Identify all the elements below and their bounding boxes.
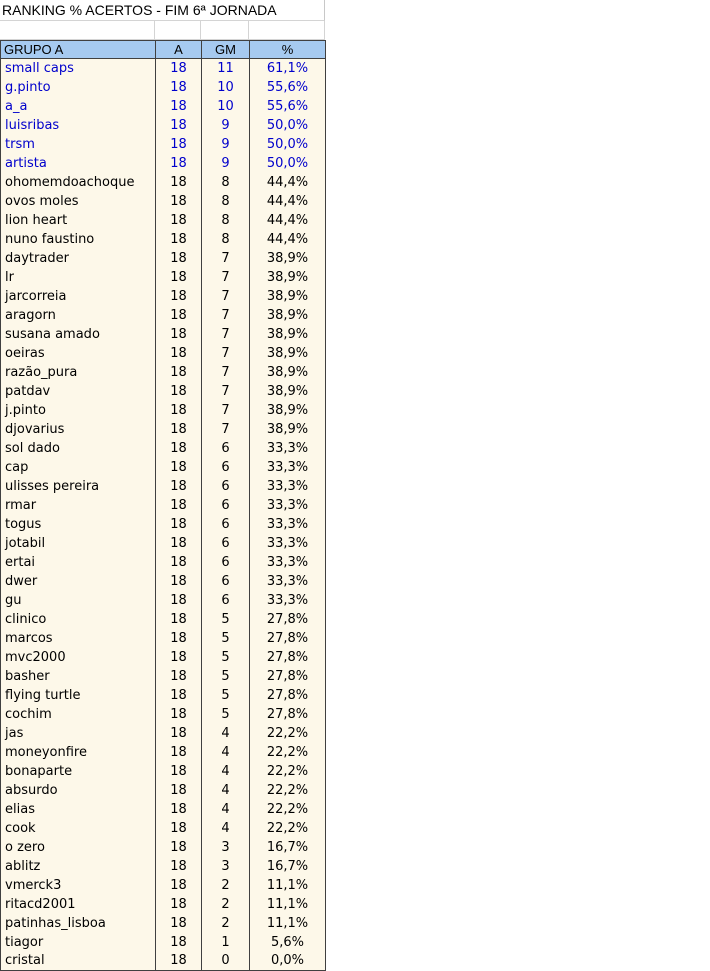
- hits-cell: 7: [202, 363, 250, 382]
- hits-cell: 7: [202, 401, 250, 420]
- percent-cell: 55,6%: [250, 97, 326, 116]
- player-name-cell: jotabil: [1, 534, 156, 553]
- hits-cell: 4: [202, 762, 250, 781]
- hits-cell: 6: [202, 458, 250, 477]
- games-cell: 18: [156, 667, 202, 686]
- player-name-cell: daytrader: [1, 249, 156, 268]
- percent-cell: 33,3%: [250, 591, 326, 610]
- percent-cell: 38,9%: [250, 382, 326, 401]
- percent-cell: 38,9%: [250, 287, 326, 306]
- percent-cell: 61,1%: [250, 59, 326, 78]
- percent-cell: 44,4%: [250, 173, 326, 192]
- hits-cell: 7: [202, 249, 250, 268]
- hits-cell: 6: [202, 572, 250, 591]
- percent-cell: 33,3%: [250, 572, 326, 591]
- hits-cell: 7: [202, 382, 250, 401]
- player-name-cell: lion heart: [1, 211, 156, 230]
- player-name-cell: tiagor: [1, 933, 156, 952]
- table-row: [1, 857, 326, 876]
- games-cell: 18: [156, 515, 202, 534]
- table-row: [1, 610, 326, 629]
- player-name-cell: g.pinto: [1, 78, 156, 97]
- percent-cell: 27,8%: [250, 667, 326, 686]
- player-name-cell: moneyonfire: [1, 743, 156, 762]
- percent-cell: 22,2%: [250, 743, 326, 762]
- percent-cell: 44,4%: [250, 211, 326, 230]
- table-row: [1, 534, 326, 553]
- table-row: [1, 743, 326, 762]
- hits-cell: 10: [202, 78, 250, 97]
- player-name-cell: ohomemdoachoque: [1, 173, 156, 192]
- games-cell: 18: [156, 477, 202, 496]
- player-name-cell: razão_pura: [1, 363, 156, 382]
- player-name-cell: jarcorreia: [1, 287, 156, 306]
- games-cell: 18: [156, 154, 202, 173]
- games-cell: 18: [156, 743, 202, 762]
- hits-cell: 5: [202, 705, 250, 724]
- hits-cell: 4: [202, 743, 250, 762]
- games-cell: 18: [156, 781, 202, 800]
- games-cell: 18: [156, 306, 202, 325]
- games-cell: 18: [156, 876, 202, 895]
- player-name-cell: small caps: [1, 59, 156, 78]
- player-name-cell: o zero: [1, 838, 156, 857]
- games-cell: 18: [156, 325, 202, 344]
- percent-cell: 11,1%: [250, 895, 326, 914]
- table-row: [1, 268, 326, 287]
- games-cell: 18: [156, 857, 202, 876]
- hits-cell: 5: [202, 686, 250, 705]
- games-cell: 18: [156, 344, 202, 363]
- games-cell: 18: [156, 591, 202, 610]
- player-name-cell: susana amado: [1, 325, 156, 344]
- percent-cell: 33,3%: [250, 477, 326, 496]
- table-row: [1, 135, 326, 154]
- table-row: [1, 876, 326, 895]
- games-cell: 18: [156, 116, 202, 135]
- table-row: [1, 420, 326, 439]
- table-row: [1, 439, 326, 458]
- player-name-cell: togus: [1, 515, 156, 534]
- percent-cell: 50,0%: [250, 135, 326, 154]
- hits-cell: 9: [202, 116, 250, 135]
- hits-cell: 4: [202, 781, 250, 800]
- percent-cell: 33,3%: [250, 458, 326, 477]
- table-row: [1, 933, 326, 952]
- hits-cell: 0: [202, 952, 250, 971]
- games-cell: 18: [156, 268, 202, 287]
- games-cell: 18: [156, 59, 202, 78]
- percent-cell: 38,9%: [250, 325, 326, 344]
- percent-cell: 27,8%: [250, 610, 326, 629]
- games-cell: 18: [156, 838, 202, 857]
- percent-cell: 5,6%: [250, 933, 326, 952]
- games-cell: 18: [156, 230, 202, 249]
- player-name-cell: vmerck3: [1, 876, 156, 895]
- player-name-cell: j.pinto: [1, 401, 156, 420]
- table-row: [1, 724, 326, 743]
- player-name-cell: cristal: [1, 952, 156, 971]
- games-cell: 18: [156, 914, 202, 933]
- percent-cell: 33,3%: [250, 439, 326, 458]
- percent-cell: 27,8%: [250, 629, 326, 648]
- games-cell: 18: [156, 382, 202, 401]
- player-name-cell: rmar: [1, 496, 156, 515]
- percent-cell: 27,8%: [250, 648, 326, 667]
- games-cell: 18: [156, 249, 202, 268]
- hits-cell: 5: [202, 629, 250, 648]
- table-row: [1, 344, 326, 363]
- games-cell: 18: [156, 534, 202, 553]
- games-cell: 18: [156, 135, 202, 154]
- blank-cell: [0, 21, 155, 39]
- games-cell: 18: [156, 496, 202, 515]
- percent-cell: 27,8%: [250, 705, 326, 724]
- games-cell: 18: [156, 572, 202, 591]
- percent-cell: 11,1%: [250, 914, 326, 933]
- player-name-cell: sol dado: [1, 439, 156, 458]
- player-name-cell: patinhas_lisboa: [1, 914, 156, 933]
- hits-cell: 6: [202, 477, 250, 496]
- header-row: [1, 41, 326, 59]
- table-row: [1, 249, 326, 268]
- table-row: [1, 306, 326, 325]
- player-name-cell: trsm: [1, 135, 156, 154]
- hits-cell: 6: [202, 591, 250, 610]
- hits-cell: 8: [202, 192, 250, 211]
- header-pct: %: [250, 41, 326, 59]
- table-row: [1, 401, 326, 420]
- table-row: [1, 287, 326, 306]
- percent-cell: 22,2%: [250, 762, 326, 781]
- percent-cell: 27,8%: [250, 686, 326, 705]
- header-a: A: [156, 41, 202, 59]
- hits-cell: 6: [202, 496, 250, 515]
- table-row: [1, 154, 326, 173]
- player-name-cell: djovarius: [1, 420, 156, 439]
- blank-cell: [155, 21, 201, 39]
- hits-cell: 7: [202, 420, 250, 439]
- player-name-cell: cook: [1, 819, 156, 838]
- player-name-cell: nuno faustino: [1, 230, 156, 249]
- hits-cell: 2: [202, 895, 250, 914]
- table-row: [1, 686, 326, 705]
- hits-cell: 8: [202, 211, 250, 230]
- percent-cell: 50,0%: [250, 116, 326, 135]
- percent-cell: 16,7%: [250, 857, 326, 876]
- header-group: GRUPO A: [1, 41, 156, 59]
- games-cell: 18: [156, 933, 202, 952]
- hits-cell: 6: [202, 515, 250, 534]
- hits-cell: 7: [202, 268, 250, 287]
- hits-cell: 7: [202, 306, 250, 325]
- hits-cell: 11: [202, 59, 250, 78]
- percent-cell: 22,2%: [250, 819, 326, 838]
- percent-cell: 33,3%: [250, 534, 326, 553]
- hits-cell: 3: [202, 838, 250, 857]
- table-row: [1, 382, 326, 401]
- player-name-cell: aragorn: [1, 306, 156, 325]
- player-name-cell: ovos moles: [1, 192, 156, 211]
- percent-cell: 33,3%: [250, 515, 326, 534]
- games-cell: 18: [156, 610, 202, 629]
- games-cell: 18: [156, 648, 202, 667]
- sheet-title: RANKING % ACERTOS - FIM 6ª JORNADA: [0, 0, 325, 21]
- ranking-table: [0, 40, 326, 971]
- table-row: [1, 97, 326, 116]
- table-row: [1, 515, 326, 534]
- games-cell: 18: [156, 705, 202, 724]
- player-name-cell: clinico: [1, 610, 156, 629]
- player-name-cell: basher: [1, 667, 156, 686]
- games-cell: 18: [156, 97, 202, 116]
- games-cell: 18: [156, 895, 202, 914]
- hits-cell: 5: [202, 667, 250, 686]
- hits-cell: 10: [202, 97, 250, 116]
- hits-cell: 8: [202, 173, 250, 192]
- table-row: [1, 762, 326, 781]
- hits-cell: 2: [202, 876, 250, 895]
- games-cell: 18: [156, 211, 202, 230]
- blank-cell: [201, 21, 249, 39]
- table-row: [1, 838, 326, 857]
- hits-cell: 5: [202, 648, 250, 667]
- games-cell: 18: [156, 800, 202, 819]
- games-cell: 18: [156, 553, 202, 572]
- percent-cell: 38,9%: [250, 306, 326, 325]
- games-cell: 18: [156, 458, 202, 477]
- ranking-rows: [1, 59, 326, 971]
- table-row: [1, 914, 326, 933]
- games-cell: 18: [156, 173, 202, 192]
- hits-cell: 2: [202, 914, 250, 933]
- percent-cell: 38,9%: [250, 249, 326, 268]
- table-row: [1, 705, 326, 724]
- player-name-cell: ablitz: [1, 857, 156, 876]
- hits-cell: 8: [202, 230, 250, 249]
- games-cell: 18: [156, 762, 202, 781]
- hits-cell: 5: [202, 610, 250, 629]
- hits-cell: 7: [202, 344, 250, 363]
- table-row: [1, 230, 326, 249]
- games-cell: 18: [156, 724, 202, 743]
- header-gm: GM: [202, 41, 250, 59]
- table-row: [1, 325, 326, 344]
- table-row: [1, 629, 326, 648]
- table-row: [1, 211, 326, 230]
- player-name-cell: cap: [1, 458, 156, 477]
- games-cell: 18: [156, 686, 202, 705]
- player-name-cell: elias: [1, 800, 156, 819]
- table-row: [1, 591, 326, 610]
- table-row: [1, 116, 326, 135]
- player-name-cell: cochim: [1, 705, 156, 724]
- player-name-cell: artista: [1, 154, 156, 173]
- table-row: [1, 553, 326, 572]
- player-name-cell: flying turtle: [1, 686, 156, 705]
- player-name-cell: patdav: [1, 382, 156, 401]
- player-name-cell: absurdo: [1, 781, 156, 800]
- games-cell: 18: [156, 439, 202, 458]
- blank-row: [0, 21, 325, 40]
- percent-cell: 11,1%: [250, 876, 326, 895]
- table-row: [1, 173, 326, 192]
- table-row: [1, 667, 326, 686]
- table-row: [1, 952, 326, 971]
- player-name-cell: ertai: [1, 553, 156, 572]
- games-cell: 18: [156, 78, 202, 97]
- hits-cell: 6: [202, 534, 250, 553]
- player-name-cell: ulisses pereira: [1, 477, 156, 496]
- hits-cell: 6: [202, 553, 250, 572]
- percent-cell: 38,9%: [250, 420, 326, 439]
- player-name-cell: gu: [1, 591, 156, 610]
- table-row: [1, 648, 326, 667]
- hits-cell: 7: [202, 325, 250, 344]
- games-cell: 18: [156, 629, 202, 648]
- games-cell: 18: [156, 819, 202, 838]
- hits-cell: 6: [202, 439, 250, 458]
- percent-cell: 22,2%: [250, 800, 326, 819]
- percent-cell: 0,0%: [250, 952, 326, 971]
- percent-cell: 33,3%: [250, 553, 326, 572]
- player-name-cell: marcos: [1, 629, 156, 648]
- hits-cell: 9: [202, 154, 250, 173]
- games-cell: 18: [156, 363, 202, 382]
- table-row: [1, 78, 326, 97]
- percent-cell: 44,4%: [250, 192, 326, 211]
- table-row: [1, 59, 326, 78]
- percent-cell: 22,2%: [250, 724, 326, 743]
- table-row: [1, 477, 326, 496]
- table-row: [1, 458, 326, 477]
- hits-cell: 9: [202, 135, 250, 154]
- player-name-cell: dwer: [1, 572, 156, 591]
- games-cell: 18: [156, 952, 202, 971]
- games-cell: 18: [156, 287, 202, 306]
- player-name-cell: lr: [1, 268, 156, 287]
- games-cell: 18: [156, 192, 202, 211]
- percent-cell: 55,6%: [250, 78, 326, 97]
- percent-cell: 38,9%: [250, 363, 326, 382]
- percent-cell: 44,4%: [250, 230, 326, 249]
- percent-cell: 38,9%: [250, 401, 326, 420]
- hits-cell: 7: [202, 287, 250, 306]
- table-row: [1, 496, 326, 515]
- percent-cell: 16,7%: [250, 838, 326, 857]
- player-name-cell: luisribas: [1, 116, 156, 135]
- table-row: [1, 819, 326, 838]
- percent-cell: 22,2%: [250, 781, 326, 800]
- hits-cell: 4: [202, 819, 250, 838]
- blank-cell: [249, 21, 325, 39]
- percent-cell: 38,9%: [250, 268, 326, 287]
- ranking-sheet: [0, 0, 325, 971]
- games-cell: 18: [156, 401, 202, 420]
- table-row: [1, 800, 326, 819]
- player-name-cell: oeiras: [1, 344, 156, 363]
- hits-cell: 3: [202, 857, 250, 876]
- games-cell: 18: [156, 420, 202, 439]
- player-name-cell: a_a: [1, 97, 156, 116]
- table-row: [1, 895, 326, 914]
- table-row: [1, 572, 326, 591]
- player-name-cell: jas: [1, 724, 156, 743]
- percent-cell: 38,9%: [250, 344, 326, 363]
- percent-cell: 50,0%: [250, 154, 326, 173]
- hits-cell: 4: [202, 800, 250, 819]
- table-row: [1, 781, 326, 800]
- table-row: [1, 192, 326, 211]
- player-name-cell: ritacd2001: [1, 895, 156, 914]
- hits-cell: 1: [202, 933, 250, 952]
- player-name-cell: mvc2000: [1, 648, 156, 667]
- player-name-cell: bonaparte: [1, 762, 156, 781]
- hits-cell: 4: [202, 724, 250, 743]
- table-row: [1, 363, 326, 382]
- percent-cell: 33,3%: [250, 496, 326, 515]
